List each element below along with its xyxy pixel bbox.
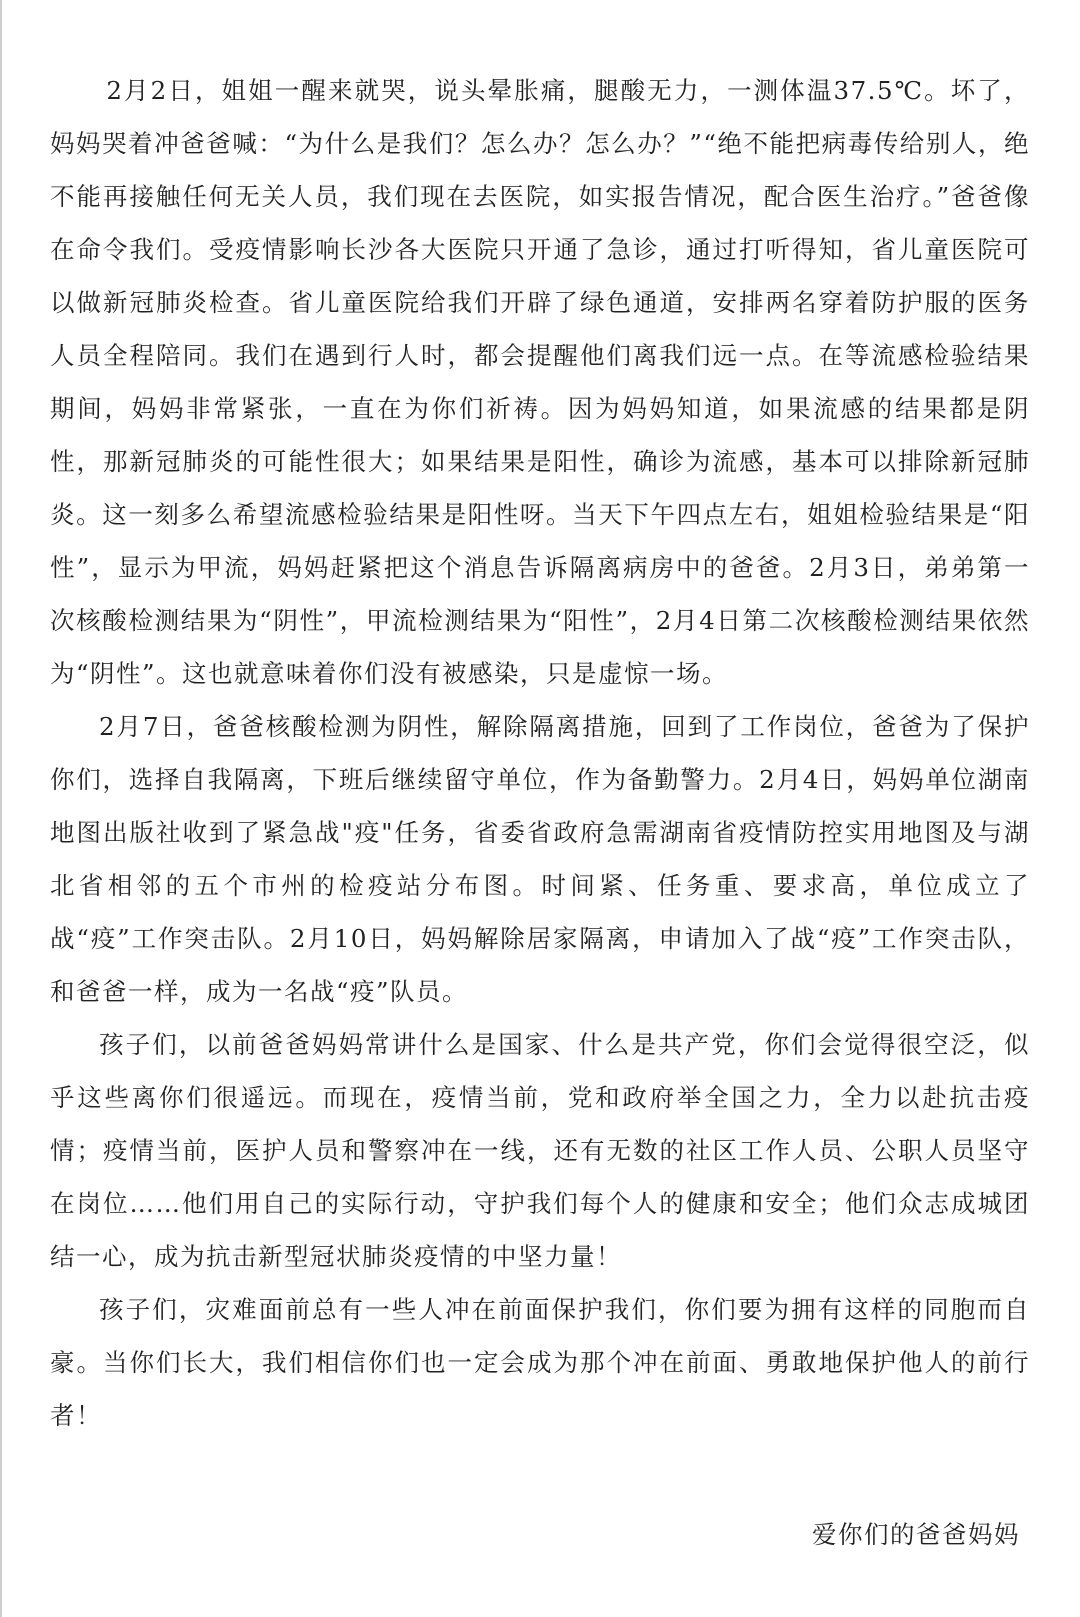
letter-paragraph-4: 孩子们，灾难面前总有一些人冲在前面保护我们，你们要为拥有这样的同胞而自豪。当你们长大，我们相信你们也一定会成为那个冲在前面、勇敢地保护他人的前行者！ [50,1295,1030,1430]
letter-paragraph-2: 2月7日，爸爸核酸检测为阴性，解除隔离措施，回到了工作岗位，爸爸为了保护你们，选择自我隔离，下班后继续留守单位，作为备勤警力。2月4日，妈妈单位湖南地图出版社收到了紧急战"疫"任务，省委省政府急需湖南省疫情防控实用地图及与湖北省相邻的五个市州的检疫站分布图。时间紧、任务重、要求高，单位成立了战“疫”工作突击队。2月10日，妈妈解除居家隔离，申请加入了战“疫”工作突击队，和爸爸一样，成为一名战“疫”队员。 [50,712,1030,1006]
letter-signature: 爱你们的爸爸妈妈 [812,1520,1020,1549]
letter-paragraph-3: 孩子们，以前爸爸妈妈常讲什么是国家、什么是共产党，你们会觉得很空泛，似乎这些离你们很遥远。而现在，疫情当前，党和政府举全国之力，全力以赴抗击疫情；疫情当前，医护人员和警察冲在一线，还有无数的社区工作人员、公职人员坚守在岗位……他们用自己的实际行动，守护我们每个人的健康和安全；他们众志成城团结一心，成为抗击新型冠状肺炎疫情的中坚力量！ [50,1030,1030,1271]
letter-body [50,64,1030,1442]
letter-paragraph-1: 2月2日，姐姐一醒来就哭，说头晕胀痛，腿酸无力，一测体温37.5℃。坏了，妈妈哭着冲爸爸喊：“为什么是我们？怎么办？怎么办？”“绝不能把病毒传给别人，绝不能再接触任何无关人员，我们现在去医院，如实报告情况，配合医生治疗。”爸爸像在命令我们。受疫情影响长沙各大医院只开通了急诊，通过打听得知，省儿童医院可以做新冠肺炎检查。省儿童医院给我们开辟了绿色通道，安排两名穿着防护服的医务人员全程陪同。我们在遇到行人时，都会提醒他们离我们远一点。在等流感检验结果期间，妈妈非常紧张，一直在为你们祈祷。因为妈妈知道，如果流感的结果都是阴性，那新冠肺炎的可能性很大；如果结果是阳性，确诊为流感，基本可以排除新冠肺炎。这一刻多么希望流感检验结果是阳性呀。当天下午四点左右，姐姐检验结果是“阳性”，显示为甲流，妈妈赶紧把这个消息告诉隔离病房中的爸爸。2月3日，弟弟第一次核酸检测结果为“阴性”，甲流检测结果为“阳性”，2月4日第二次核酸检测结果依然为“阴性”。这也就意味着你们没有被感染，只是虚惊一场。 [50,76,1030,688]
